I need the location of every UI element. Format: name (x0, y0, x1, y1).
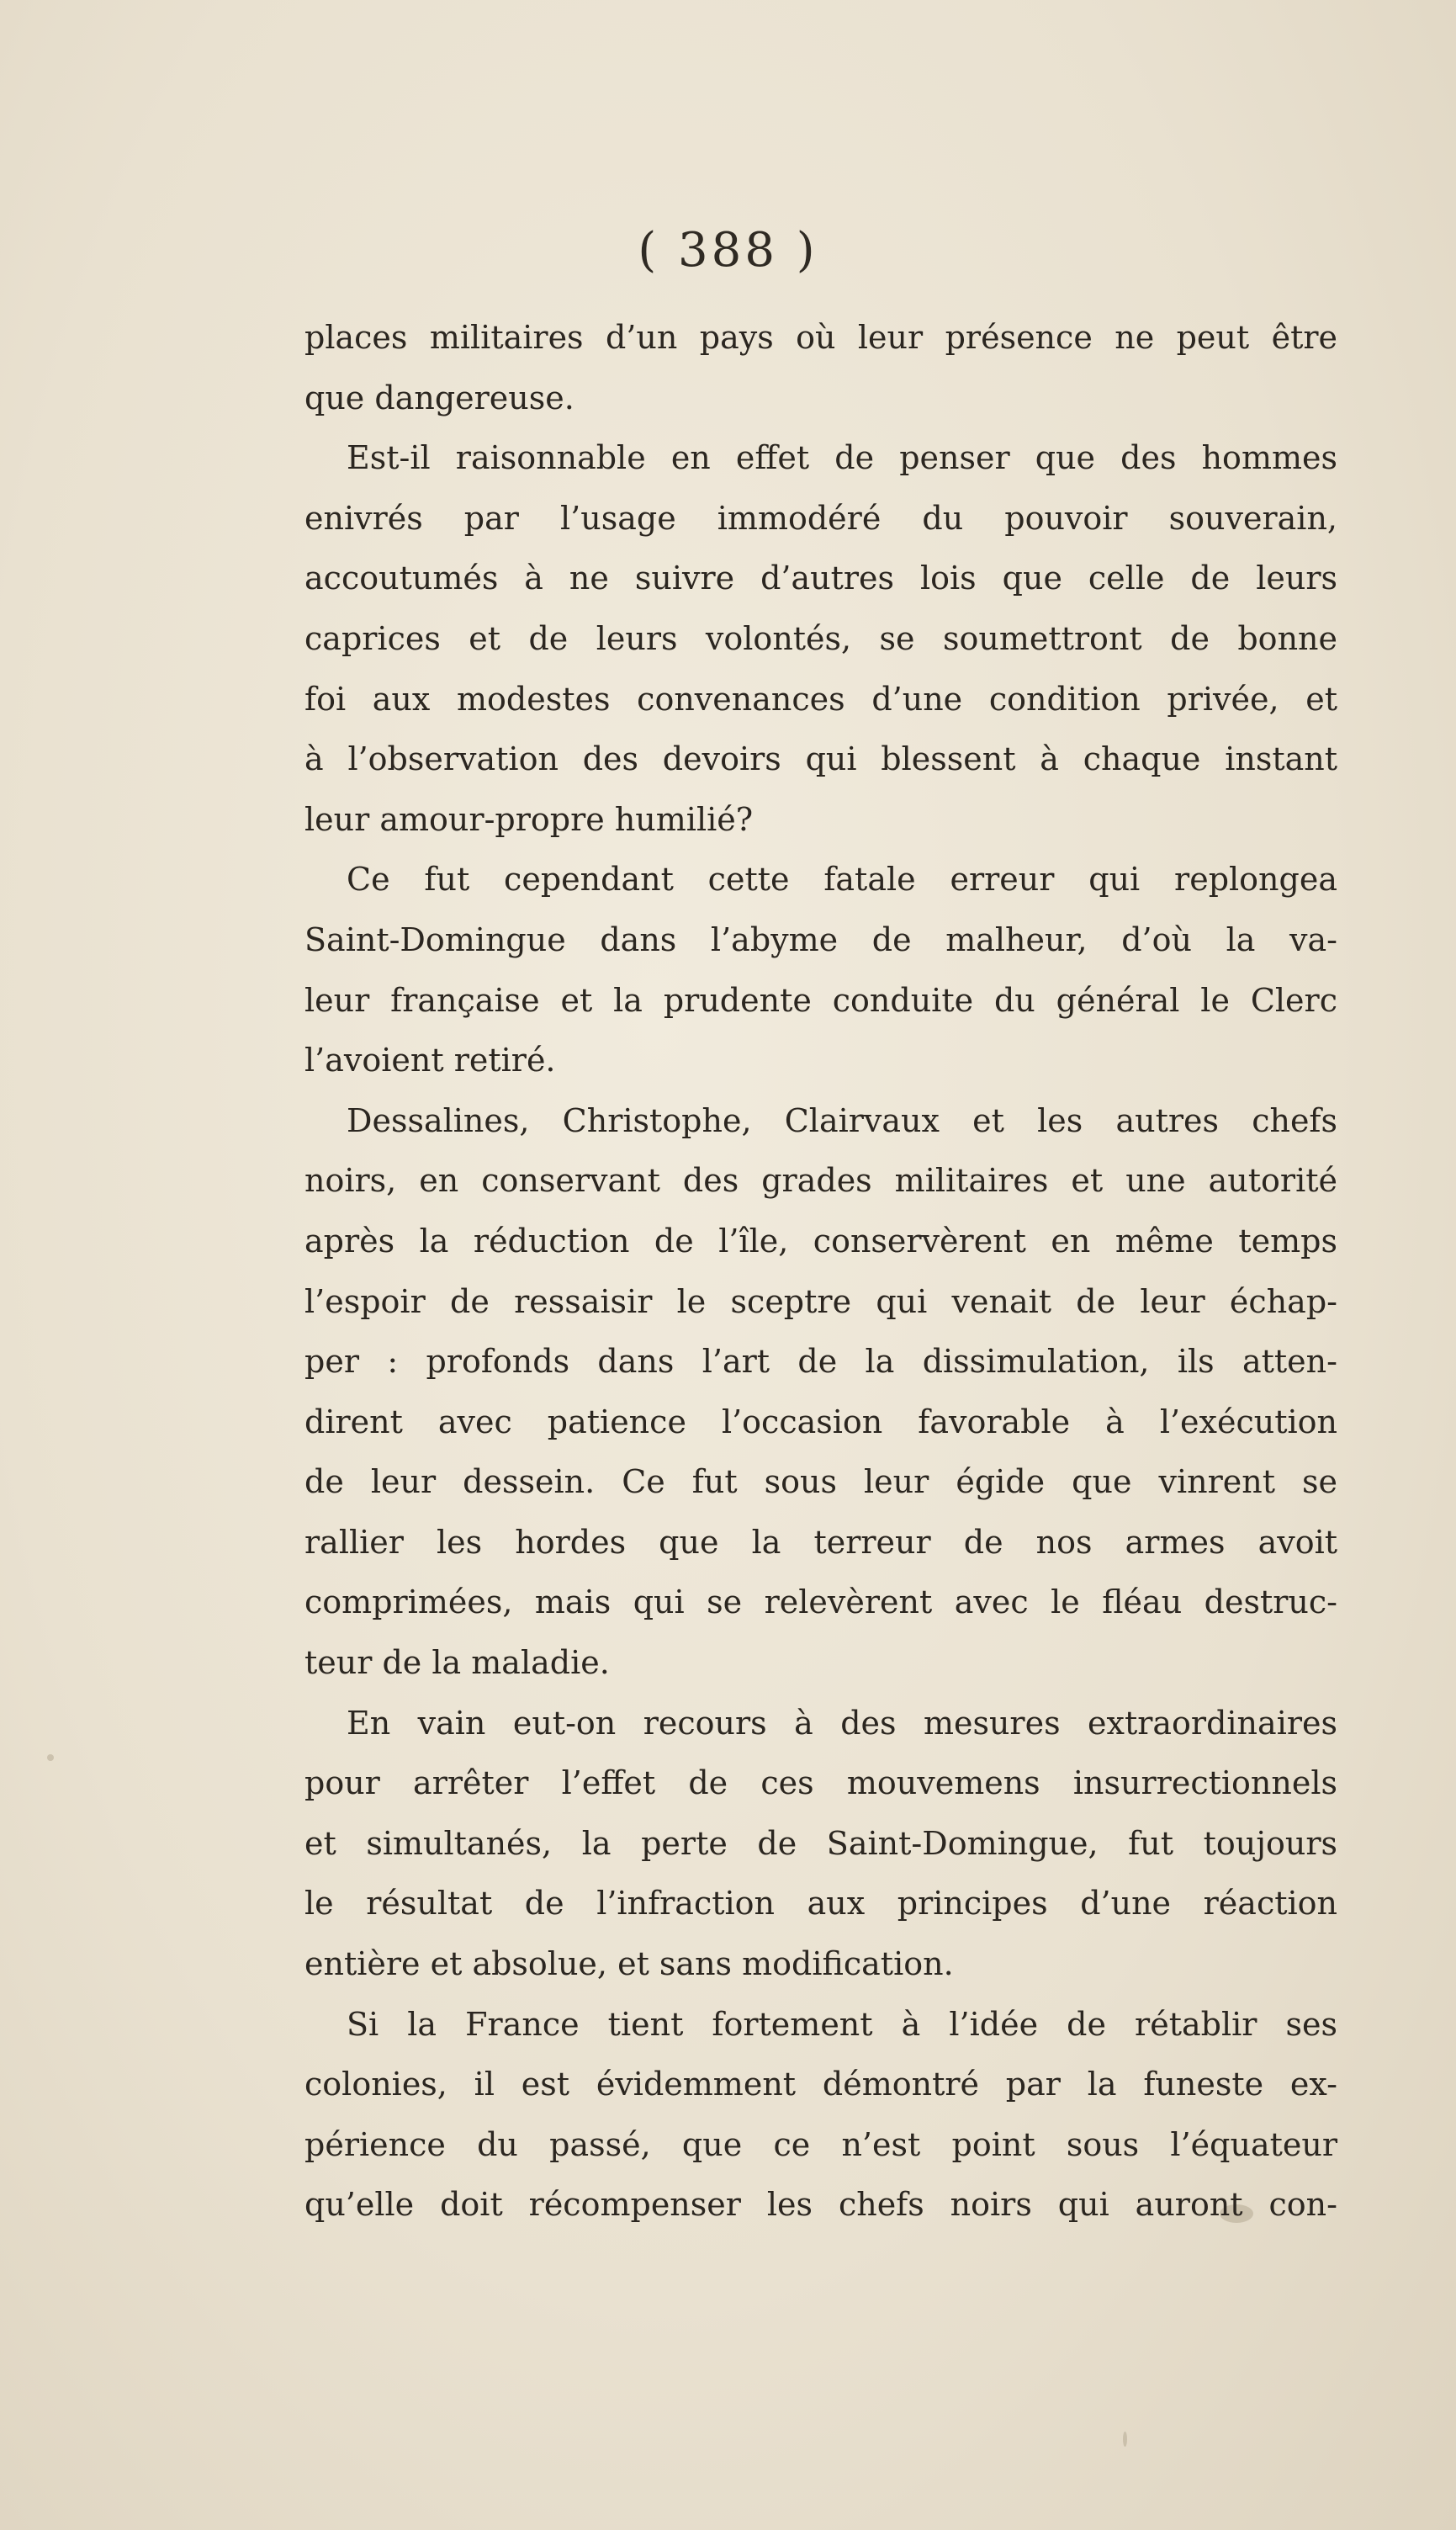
paragraph (304, 428, 1337, 850)
text-line: pour arrêter l’effet de ces mouvemens insurrectionnels (304, 1764, 1337, 1802)
text-line: Ce fut cependant cette fatale erreur qui replongea (347, 861, 1337, 899)
paragraph (304, 1091, 1337, 1694)
text-line: rallier les hordes que la terreur de nos armes avoit (304, 1523, 1337, 1561)
text-line: que dangereuse. (304, 379, 574, 416)
text-line: enivrés par l’usage immodéré du pouvoir souverain, (304, 499, 1337, 537)
body-text (304, 308, 1337, 2236)
text-line: et simultanés, la perte de Saint-Domingue, fut toujours (304, 1824, 1337, 1862)
text-line: noirs, en conservant des grades militaires et une autorité (304, 1162, 1337, 1200)
paragraph (304, 308, 1337, 428)
page-number: ( 388 ) (638, 223, 818, 278)
text-line: leur amour-propre humilié? (304, 800, 754, 838)
text-line: per : profonds dans l’art de la dissimulation, ils atten- (304, 1343, 1337, 1381)
text-line: caprices et de leurs volontés, se soumettront de bonne (304, 619, 1337, 657)
text-line: périence du passé, que ce n’est point sous l’équateur (304, 2125, 1337, 2163)
text-line: qu’elle doit récompenser les chefs noirs qui auront con- (304, 2186, 1337, 2224)
text-line: leur française et la prudente conduite du général le Clerc (304, 981, 1337, 1019)
paragraph (304, 1995, 1337, 2236)
text-line: le résultat de l’infraction aux principes d’une réaction (304, 1885, 1337, 1923)
text-line: à l’observation des devoirs qui blessent à chaque instant (304, 740, 1337, 778)
text-line: comprimées, mais qui se relevèrent avec le fléau destruc- (304, 1583, 1337, 1621)
text-line: après la réduction de l’île, conservèrent en même temps (304, 1222, 1337, 1260)
text-line: l’avoient retiré. (304, 1042, 556, 1079)
text-line: places militaires d’un pays où leur présence ne peut être (304, 319, 1337, 356)
paragraph (304, 1694, 1337, 1995)
paragraph (304, 850, 1337, 1090)
text-line: Si la France tient fortement à l’idée de rétablir ses (347, 2005, 1337, 2043)
paper-speck (47, 1754, 54, 1761)
text-line: Est-il raisonnable en effet de penser que des hommes (347, 439, 1337, 477)
text-line: de leur dessein. Ce fut sous leur égide que vinrent se (304, 1463, 1337, 1501)
text-line: En vain eut-on recours à des mesures extraordinaires (347, 1704, 1337, 1742)
text-line: entière et absolue, et sans modification. (304, 1945, 954, 1983)
text-line: accoutumés à ne suivre d’autres lois que celle de leurs (304, 560, 1337, 597)
text-line: teur de la maladie. (304, 1644, 610, 1682)
text-line: colonies, il est évidemment démontré par la funeste ex- (304, 2066, 1337, 2103)
text-line: dirent avec patience l’occasion favorable à l’exécution (304, 1403, 1337, 1440)
paper-speck (1123, 2432, 1127, 2447)
text-line: Saint-Domingue dans l’abyme de malheur, d’où la va- (304, 920, 1337, 958)
text-line: foi aux modestes convenances d’une condition privée, et (304, 680, 1337, 718)
text-line: Dessalines, Christophe, Clairvaux et les autres chefs (347, 1101, 1337, 1139)
text-line: l’espoir de ressaisir le sceptre qui venait de leur échap- (304, 1282, 1337, 1320)
